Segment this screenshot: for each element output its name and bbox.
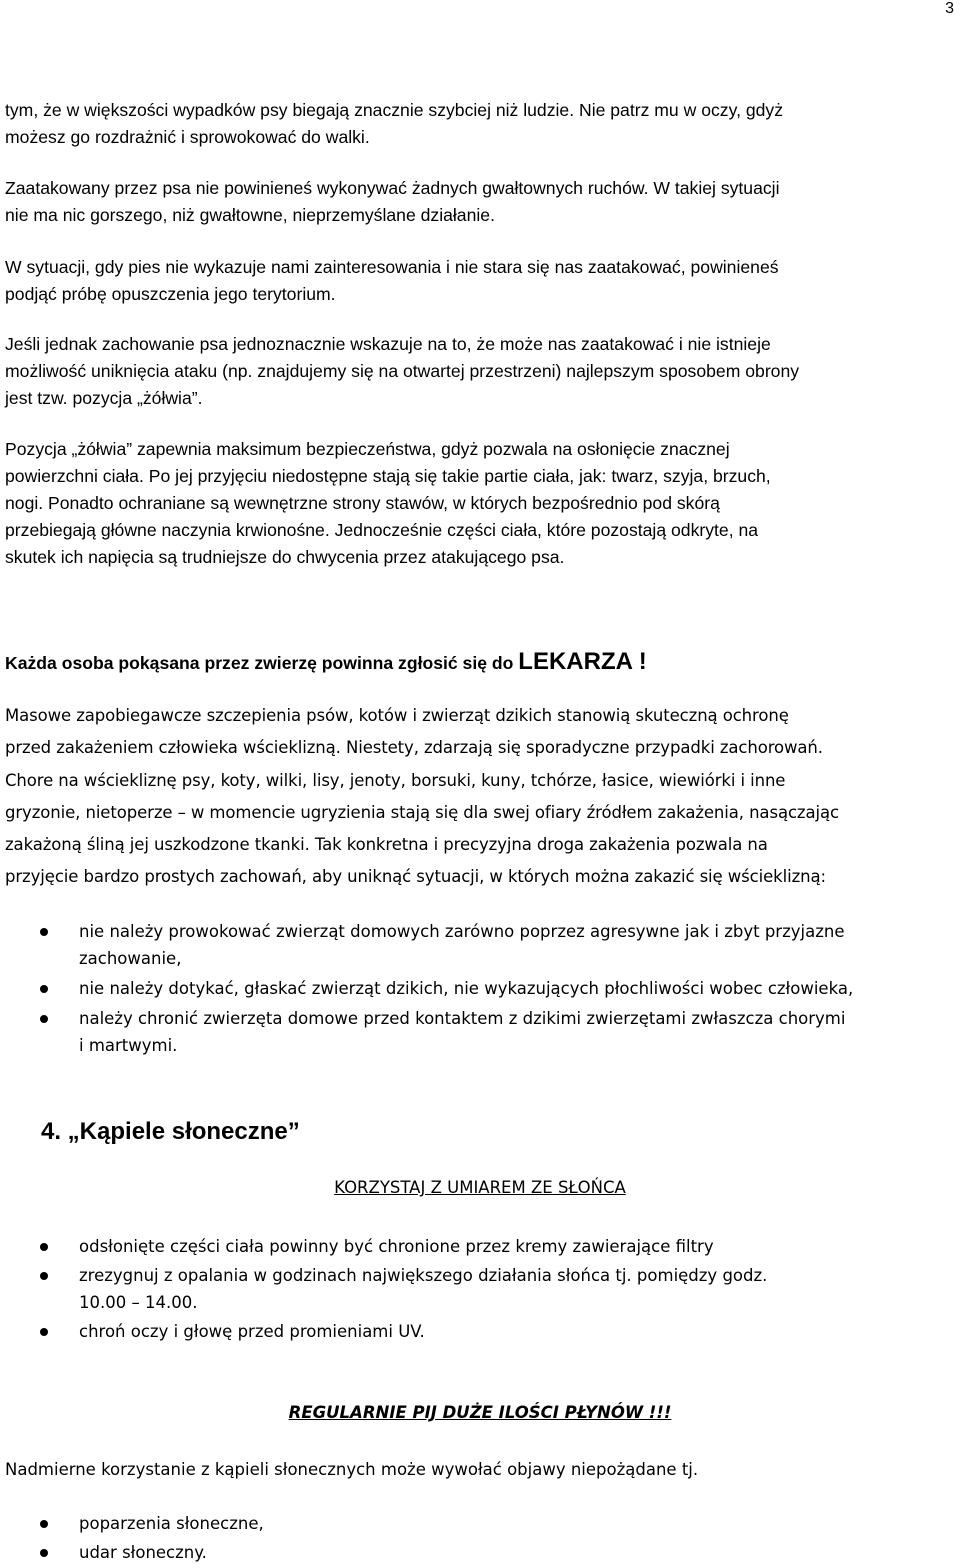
sun-advice-list: [5, 1233, 955, 1347]
text-line: skutek ich napięcia są trudniejsze do chwycenia przez atakującego psa.: [5, 547, 565, 567]
doctor-notice-text: Każda osoba pokąsana przez zwierzę powinna zgłosić się do: [5, 653, 519, 673]
doctor-notice: [5, 648, 955, 677]
list-item-line: nie należy prowokować zwierząt domowych zarówno poprzez agresywne jak i zbyt przyjazne: [79, 922, 845, 941]
paragraph-no-sudden-moves: [5, 175, 955, 229]
text-line: jest tzw. pozycja „żółwia”.: [5, 388, 203, 408]
page-number: 3: [945, 0, 954, 17]
list-item-line: chroń oczy i głowę przed promieniami UV.: [79, 1322, 425, 1341]
text-line: podjąć próbę opuszczenia jego terytorium.: [5, 284, 336, 304]
text-line: przyjęcie bardzo prostych zachowań, aby uniknąć sytuacji, w których można zakazić się wścieklizną:: [5, 867, 826, 887]
list-item: [5, 918, 955, 972]
text-line: Chore na wściekliznę psy, koty, wilki, lisy, jenoty, borsuki, kuny, tchórze, łasice, wiewiórki i inne: [5, 770, 786, 790]
sun-warning: Nadmierne korzystanie z kąpieli słonecznych może wywołać objawy niepożądane tj.: [5, 1460, 699, 1479]
list-item: [5, 1318, 955, 1345]
list-item-line: i martwymi.: [79, 1036, 178, 1055]
list-item: [5, 1233, 955, 1260]
paragraph-leave-territory: [5, 254, 955, 308]
list-item-line: poparzenia słoneczne,: [79, 1514, 264, 1533]
text-line: nogi. Ponadto ochraniane są wewnętrzne strony stawów, w których bezpośrednio pod skórą: [5, 493, 720, 513]
text-line: gryzonie, nietoperze – w momencie ugryzienia stają się dla swej ofiary źródłem zakażenia, nasączając: [5, 802, 839, 822]
text-line: powierzchni ciała. Po jej przyjęciu niedostępne stają się takie partie ciała, jak: twarz, szyja, brzuch,: [5, 466, 771, 486]
list-item: [5, 1005, 955, 1059]
list-item-line: odsłonięte części ciała powinny być chronione przez kremy zawierające filtry: [79, 1237, 714, 1256]
list-item: [5, 1510, 955, 1537]
text-line: W sytuacji, gdy pies nie wykazuje nami zainteresowania i nie stara się nas zaatakować, powinieneś: [5, 257, 779, 277]
text-line: zakażoną śliną jej uszkodzone tkanki. Tak konkretna i precyzyjna droga zakażenia pozwala na: [5, 835, 768, 855]
list-item: [5, 1262, 955, 1316]
list-item-line: nie należy dotykać, głaskać zwierząt dzikich, nie wykazujących płochliwości wobec człowieka,: [79, 979, 854, 998]
text-line: przebiegają główne naczynia krwionośne. Jednocześnie części ciała, które pozostają odkryte, na: [5, 520, 759, 540]
text-line: Zaatakowany przez psa nie powinieneś wykonywać żadnych gwałtownych ruchów. W takiej sytuacji: [5, 178, 780, 198]
text-line: nie ma nic gorszego, niż gwałtowne, nieprzemyślane działanie.: [5, 205, 495, 225]
sun-subheading: KORZYSTAJ Z UMIAREM ZE SŁOŃCA: [334, 1178, 626, 1197]
paragraph-turtle-safety: [5, 436, 955, 571]
text-line: tym, że w większości wypadków psy biegają znacznie szybciej niż ludzie. Nie patrz mu w oczy, gdyż: [5, 100, 784, 120]
text-line: Pozycja „żółwia” zapewnia maksimum bezpieczeństwa, gdyż pozwala na osłonięcie znacznej: [5, 439, 730, 459]
list-item-line: należy chronić zwierzęta domowe przed kontaktem z dzikimi zwierzętami zwłaszcza chorymi: [79, 1009, 846, 1028]
list-item: [5, 975, 955, 1002]
paragraph-turtle-position: [5, 331, 955, 412]
list-item-line: udar słoneczny.: [79, 1543, 207, 1562]
sun-effects-list: [5, 1510, 955, 1568]
paragraph-rabies: [5, 700, 955, 894]
list-item: [5, 1539, 955, 1566]
text-line: przed zakażeniem człowieka wścieklizną. Niestety, zdarzają się sporadyczne przypadki zachorowań.: [5, 738, 823, 758]
paragraph-dog-speed: [5, 97, 955, 151]
list-item-line: zrezygnuj z opalania w godzinach największego działania słońca tj. pomiędzy godz.: [79, 1266, 768, 1285]
rabies-prevention-list: [5, 918, 955, 1062]
section-heading: 4. „Kąpiele słoneczne”: [41, 1118, 300, 1145]
list-item-line: 10.00 – 14.00.: [79, 1293, 198, 1312]
text-line: możliwość uniknięcia ataku (np. znajdujemy się na otwartej przestrzeni) najlepszym sposobem obrony: [5, 361, 800, 381]
drink-notice: REGULARNIE PIJ DUŻE ILOŚCI PŁYNÓW !!!: [288, 1403, 672, 1422]
text-line: możesz go rozdrażnić i sprowokować do walki.: [5, 127, 370, 147]
doctor-notice-end: !: [632, 648, 647, 675]
list-item-line: zachowanie,: [79, 949, 182, 968]
doctor-notice-emphasis: LEKARZA: [518, 648, 633, 675]
text-line: Masowe zapobiegawcze szczepienia psów, kotów i zwierząt dzikich stanowią skuteczną ochronę: [5, 706, 789, 725]
text-line: Jeśli jednak zachowanie psa jednoznacznie wskazuje na to, że może nas zaatakować i nie istnieje: [5, 334, 771, 354]
